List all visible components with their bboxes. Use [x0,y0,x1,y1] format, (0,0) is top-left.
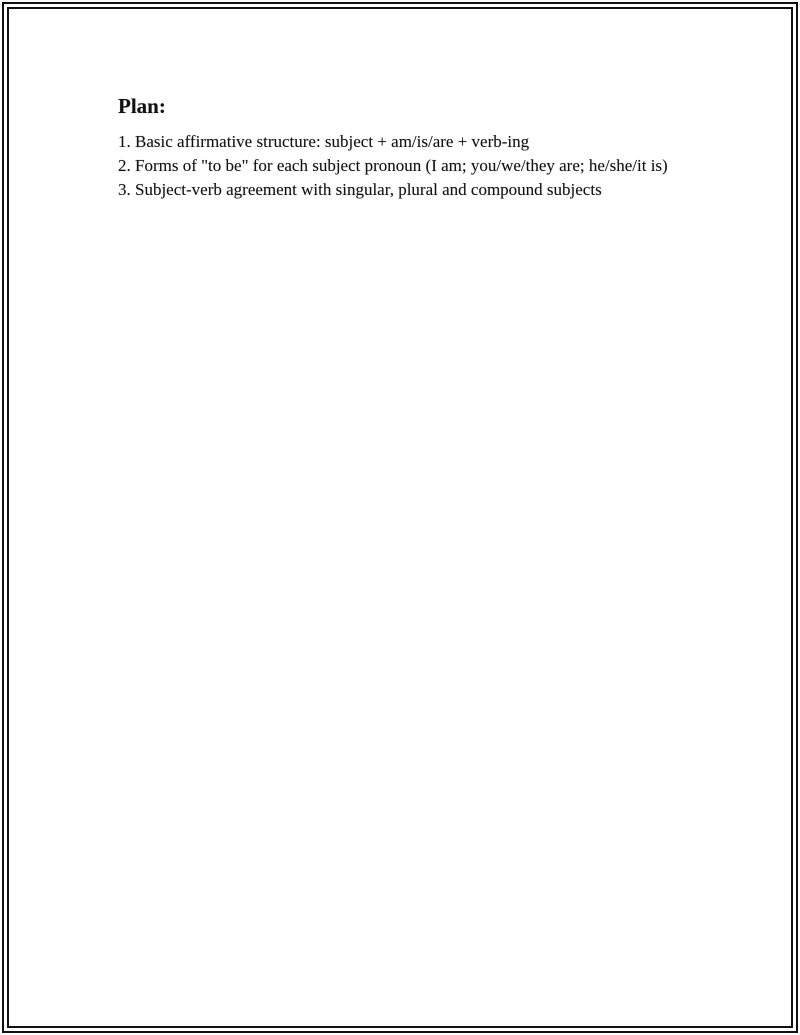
plan-heading: Plan: [118,94,166,118]
plan-list [118,130,678,202]
plan-item-3: 3. Subject-verb agreement with singular, plural and compound subjects [118,180,602,199]
plan-item-1: 1. Basic affirmative structure: subject + am/is/are + verb-ing [118,132,530,151]
plan-item-2: 2. Forms of "to be" for each subject pronoun (I am; you/we/they are; he/she/it is) [118,156,668,175]
document-body [118,94,678,202]
